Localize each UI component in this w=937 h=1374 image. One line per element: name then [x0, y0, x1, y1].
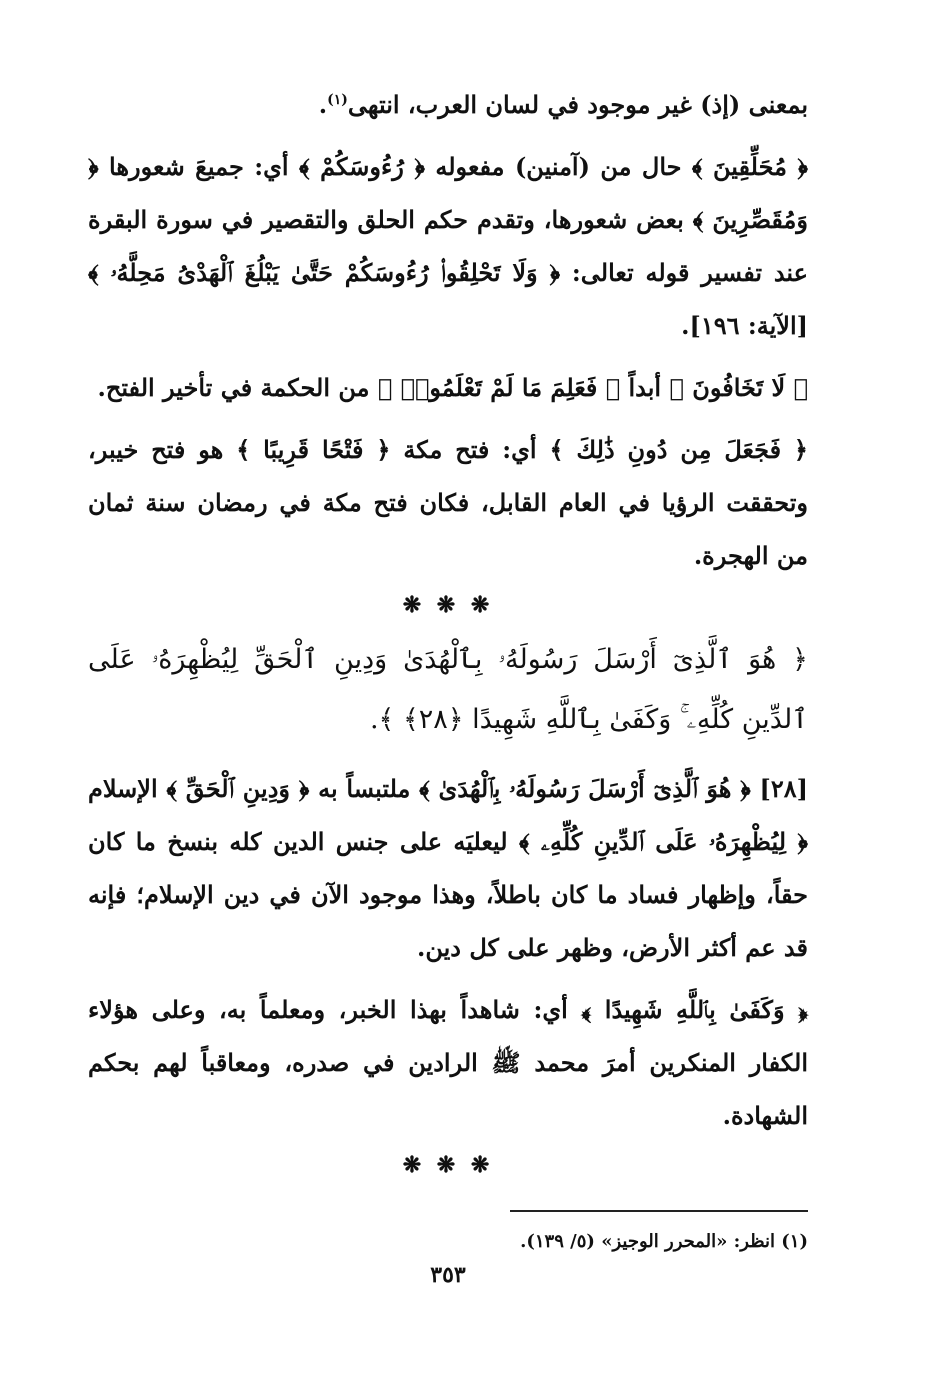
paragraph-la-takhafun: ﴿ لَا تَخَافُونَ ﴾ أبداً ﴿ فَعَلِمَ مَا لَمْ تَعْلَمُوا۟ ﴾ من الحكمة في تأخير الفتح. — [97, 373, 808, 402]
paragraph-fath-khaybar: ﴿ فَجَعَلَ مِن دُونِ ذَٰلِكَ ﴾ أي: فتح مكة ﴿ فَتْحًا قَرِيبًا ﴾ هو فتح خيبر، وتحققت الرؤيا في العام القابل، فكان فتح مكة في رمضان سنة ثمان من الهجرة. — [88, 435, 809, 570]
footnote-1: (١) انظر: «المحرر الوجيز» (٥/ ١٣٩). — [520, 1231, 808, 1252]
section-divider-ornament: ❋ ❋ ❋ — [402, 592, 494, 618]
page-body — [88, 78, 808, 1348]
paragraph-tafsir-28: [٢٨] ﴿ هُوَ ٱلَّذِىٓ أَرْسَلَ رَسُولَهُۥ بِٱلْهُدَىٰ ﴾ ملتبساً به ﴿ وَدِينِ ٱلْحَقِّ ﴾ الإسلام ﴿ لِيُظْهِرَهُۥ عَلَى ٱلدِّينِ كُلِّهِۦ ﴾ ليعليَه على جنس الدين كله بنسخ ما كان حقاً، وإظهار فساد ما كان باطلاً، وهذا موجود الآن في دين الإسلام؛ فإنه قد عم أكثر الأرض، وظهر على كل دين. — [88, 774, 808, 962]
paragraph-intro: بمعنى (إذ) غير موجود في لسان العرب، انتهى$^{(١)}$. — [318, 90, 808, 119]
paragraph-intro-text: بمعنى (إذ) غير موجود في لسان العرب، انتهى — [347, 90, 808, 119]
footnote-separator — [510, 1210, 808, 1212]
footnote-reference: (١) — [327, 92, 348, 108]
paragraph-muhalliqin: ﴿ مُحَلِّقِينَ ﴾ حال من (آمنين) مفعوله ﴿ رُءُوسَكُمْ ﴾ أي: جميعَ شعورها ﴿ وَمُقَصِّرِينَ ﴾ بعض شعورها، وتقدم حكم الحلق والتقصير في سورة البقرة عند تفسير قوله تعالى: ﴿ وَلَا تَحْلِقُوا۟ رُءُوسَكُمْ حَتَّىٰ يَبْلُغَ ٱلْهَدْىُ مَحِلَّهُۥ ﴾ [الآية: ١٩٦]. — [88, 152, 808, 340]
paragraph-kafa-billah: ﴿ وَكَفَىٰ بِٱللَّهِ شَهِيدًا ﴾ أي: شاهداً بهذا الخبر، ومعلماً به، وعلى هؤلاء الكفار المنكرين أمرَ محمد ﷺ الرادين في صدره، ومعاقباً لهم بحكم الشهادة. — [88, 995, 808, 1130]
quran-verse-28: ﴿ هُوَ ٱلَّذِىٓ أَرْسَلَ رَسُولَهُۥ بِٱلْهُدَىٰ وَدِينِ ٱلْحَقِّ لِيُظْهِرَهُۥ عَلَى ٱلدِّينِ كُلِّهِۦ ۚ وَكَفَىٰ بِٱللَّهِ شَهِيدًا ﴿٢٨﴾ ﴾. — [88, 644, 808, 735]
section-divider-ornament-end: ❋ ❋ ❋ — [402, 1152, 494, 1178]
page-number: ٣٥٣ — [430, 1262, 466, 1288]
